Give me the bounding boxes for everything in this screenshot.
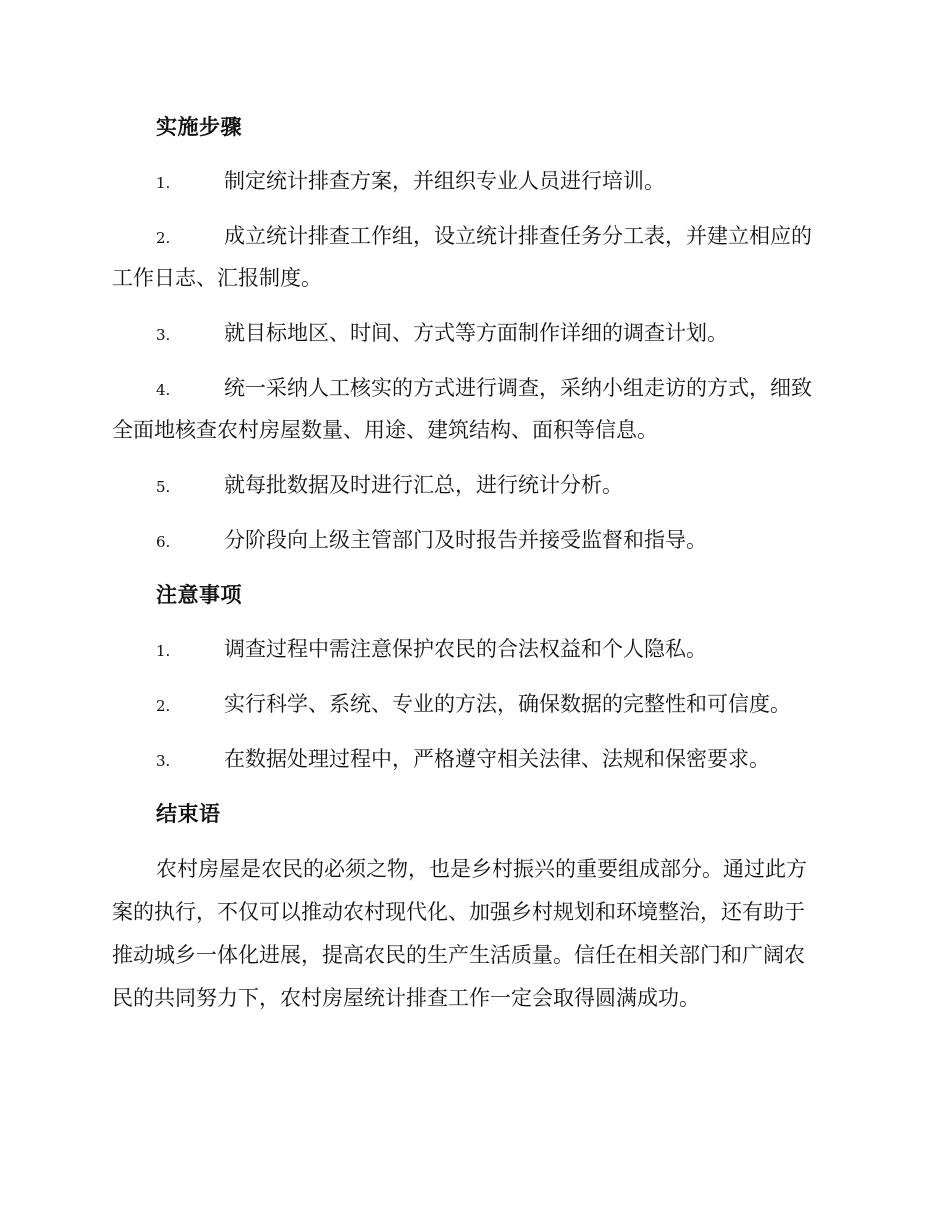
step-number-1: 1. [156, 174, 171, 192]
step-number-3: 3. [156, 326, 171, 344]
step-number-4: 4. [156, 381, 171, 399]
step-text-2: 成立统计排查工作组，设立统计排查任务分工表，并建立相应的 [224, 224, 812, 248]
conclusion-line-1: 农村房屋是农民的必须之物，也是乡村振兴的重要组成部分。通过此方 [156, 857, 807, 881]
section-heading-conclusion: 结束语 [156, 801, 221, 826]
conclusion-line-4: 民的共同努力下，农村房屋统计排查工作一定会取得圆满成功。 [112, 986, 700, 1010]
note-text-1: 调查过程中需注意保护农民的合法权益和个人隐私。 [224, 637, 707, 661]
step-text-4-cont: 全面地核查农村房屋数量、用途、建筑结构、面积等信息。 [112, 418, 658, 442]
conclusion-line-3: 推动城乡一体化进展，提高农民的生产生活质量。信任在相关部门和广阔农 [112, 943, 805, 967]
section-heading-notes: 注意事项 [156, 582, 242, 607]
note-number-3: 3. [156, 752, 171, 770]
step-number-6: 6. [156, 533, 171, 551]
step-text-1: 制定统计排查方案，并组织专业人员进行培训。 [224, 169, 665, 193]
step-text-4: 统一采纳人工核实的方式进行调查，采纳小组走访的方式，细致 [224, 376, 812, 400]
step-text-3: 就目标地区、时间、方式等方面制作详细的调查计划。 [224, 321, 728, 345]
step-text-6: 分阶段向上级主管部门及时报告并接受监督和指导。 [224, 528, 707, 552]
conclusion-line-2: 案的执行，不仅可以推动农村现代化、加强乡村规划和环境整治，还有助于 [112, 900, 805, 924]
note-text-3: 在数据处理过程中，严格遵守相关法律、法规和保密要求。 [224, 747, 770, 771]
note-number-1: 1. [156, 642, 171, 660]
step-number-2: 2. [156, 229, 171, 247]
step-text-5: 就每批数据及时进行汇总，进行统计分析。 [224, 473, 623, 497]
section-heading-steps: 实施步骤 [156, 114, 242, 139]
step-number-5: 5. [156, 478, 171, 496]
note-number-2: 2. [156, 697, 171, 715]
step-text-2-cont: 工作日志、汇报制度。 [112, 266, 322, 290]
note-text-2: 实行科学、系统、专业的方法，确保数据的完整性和可信度。 [224, 692, 791, 716]
